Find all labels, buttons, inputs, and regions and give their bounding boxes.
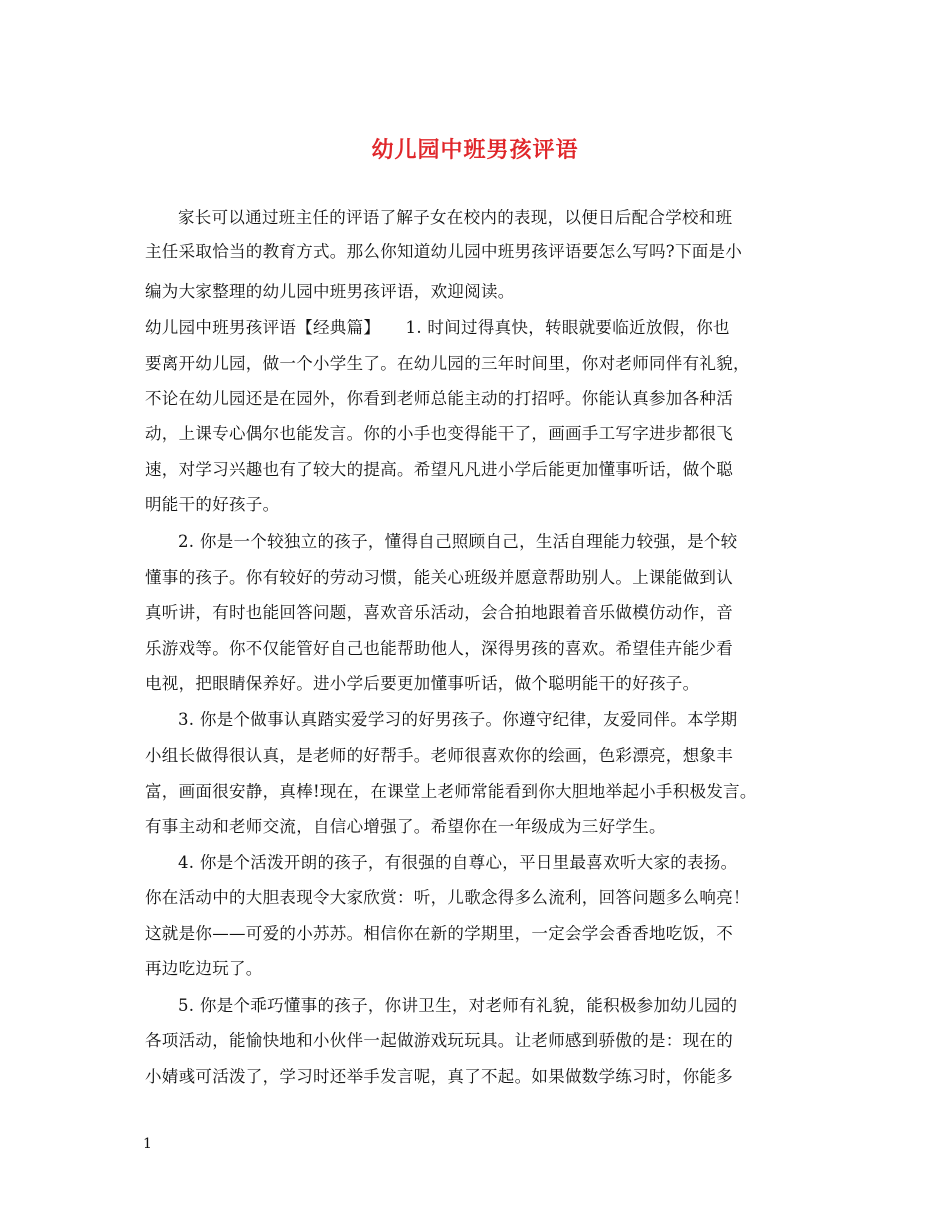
body-line: 幼儿园中班男孩评语【经典篇】 1. 时间过得真快，转眼就要临近放假，你也: [145, 318, 730, 337]
page-number: 1: [143, 1136, 152, 1152]
body-line: 懂事的孩子。你有较好的劳动习惯，能关心班级并愿意帮助别人。上课能做到认: [145, 568, 733, 587]
body-line: 这就是你——可爱的小苏苏。相信你在新的学期里，一定会学会香香地吃饭，不: [145, 924, 733, 943]
body-line: 真听讲，有时也能回答问题，喜欢音乐活动，会合拍地跟着音乐做模仿动作，音: [145, 603, 733, 622]
body-line: 明能干的好孩子。: [145, 495, 280, 514]
body-line: 电视，把眼睛保养好。进小学后要更加懂事听话，做个聪明能干的好孩子。: [145, 674, 700, 693]
body-line: 小组长做得很认真，是老师的好帮手。老师很喜欢你的绘画，色彩漂亮，想象丰: [145, 746, 733, 765]
body-line: 乐游戏等。你不仅能管好自己也能帮助他人，深得男孩的喜欢。希望佳卉能少看: [145, 639, 733, 658]
body-line: 编为大家整理的幼儿园中班男孩评语，欢迎阅读。: [145, 282, 515, 301]
body-line: 不论在幼儿园还是在园外，你看到老师总能主动的打招呼。你能认真参加各种活: [145, 389, 733, 408]
document-title: 幼儿园中班男孩评语: [371, 137, 579, 163]
body-line: 富，画面很安静，真棒!现在，在课堂上老师常能看到你大胆地举起小手积极发言。: [145, 782, 757, 801]
body-line: 5. 你是个乖巧懂事的孩子，你讲卫生，对老师有礼貌，能积极参加幼儿园的: [178, 996, 738, 1015]
body-line: 主任采取恰当的教育方式。那么你知道幼儿园中班男孩评语要怎么写吗?下面是小: [145, 242, 743, 261]
body-line: 4. 你是个活泼开朗的孩子，有很强的自尊心，平日里最喜欢听大家的表扬。: [178, 853, 738, 872]
body-line: 要离开幼儿园，做一个小学生了。在幼儿园的三年时间里，你对老师同伴有礼貌，: [145, 354, 750, 373]
body-line: 家长可以通过班主任的评语了解子女在校内的表现，以便日后配合学校和班: [178, 208, 733, 227]
body-line: 速，对学习兴趣也有了较大的提高。希望凡凡进小学后能更加懂事听话，做个聪: [145, 460, 733, 479]
body-line: 你在活动中的大胆表现令大家欣赏：听，儿歌念得多么流利，回答问题多么响亮！: [145, 888, 750, 907]
body-line: 2. 你是一个较独立的孩子，懂得自己照顾自己，生活自理能力较强，是个较: [178, 532, 738, 551]
body-line: 动，上课专心偶尔也能发言。你的小手也变得能干了，画画手工写字进步都很飞: [145, 424, 733, 443]
body-line: 各项活动，能愉快地和小伙伴一起做游戏玩玩具。让老师感到骄傲的是：现在的: [145, 1031, 733, 1050]
body-line: 3. 你是个做事认真踏实爱学习的好男孩子。你遵守纪律，友爱同伴。本学期: [178, 710, 738, 729]
body-line: 有事主动和老师交流，自信心增强了。希望你在一年级成为三好学生。: [145, 817, 666, 836]
body-line: 再边吃边玩了。: [145, 959, 263, 978]
body-line: 小婧彧可活泼了，学习时还举手发言呢，真了不起。如果做数学练习时，你能多: [145, 1067, 733, 1086]
